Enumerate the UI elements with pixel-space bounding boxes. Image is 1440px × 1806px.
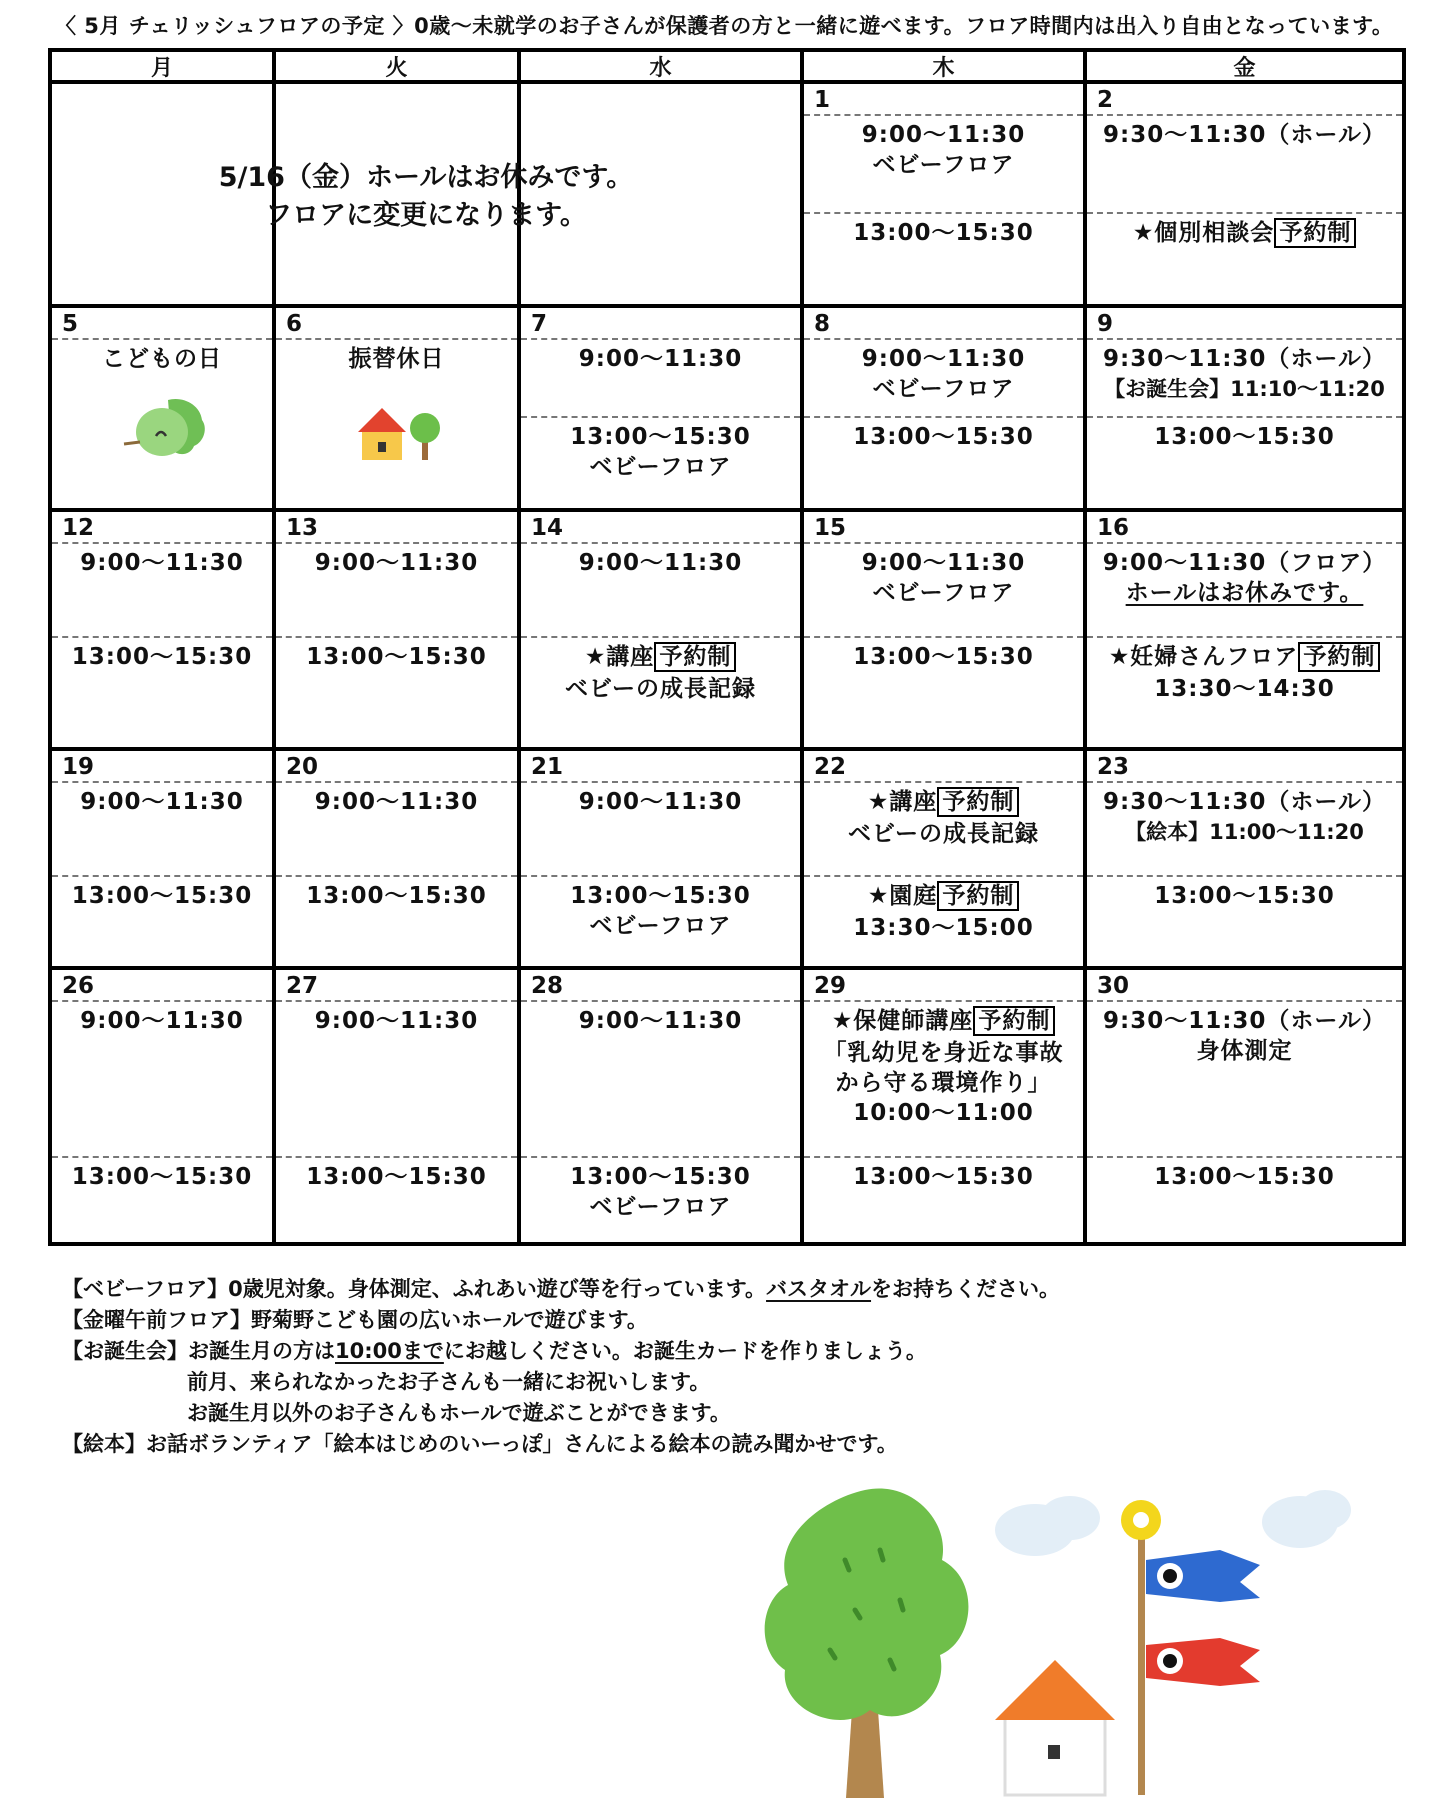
day-cell-7 (521, 308, 800, 508)
day-number: 29 (814, 973, 847, 999)
pm-note: ベビーフロア (589, 1194, 732, 1220)
closed-notice-line1: 5/16（金）ホールはお休みです。 (218, 162, 634, 193)
pm-time: 13:00～15:30 (306, 883, 487, 909)
am-time: 9:30～11:30（ホール） (1103, 122, 1386, 148)
am-time: 9:00～11:30 (80, 550, 244, 576)
am-event: 【絵本】11:00～11:20 (1125, 820, 1364, 844)
pm-time: 13:00～15:30 (570, 424, 751, 450)
day-cell-22 (804, 751, 1083, 966)
day-number: 21 (531, 754, 564, 780)
am-time: 9:00～11:30 (861, 346, 1026, 372)
am-note: ベビーフロア (872, 376, 1015, 402)
day-cell-20 (276, 751, 517, 966)
pm-time: 13:00～15:30 (853, 424, 1034, 450)
closed-notice-line2: フロアに変更になります。 (265, 200, 587, 231)
am-note: ベビーの成長記録 (847, 821, 1040, 847)
cloud-icon (995, 1496, 1100, 1556)
day-number: 14 (531, 515, 564, 541)
note-birthday-3: お誕生月以外のお子さんもホールで遊ぶことができます。 (187, 1401, 731, 1425)
holiday-label: 振替休日 (348, 346, 445, 372)
pm-time: 13:00～15:30 (853, 220, 1034, 246)
pm-time: 13:00～15:30 (306, 1164, 487, 1190)
am-event: ★保健師講座 予約制 (804, 1006, 1083, 1036)
day-number: 1 (814, 87, 831, 113)
closed-notice-cell (52, 84, 800, 304)
am-time: 9:00～11:30 (578, 1008, 743, 1034)
day-number: 7 (531, 311, 548, 337)
reservation-badge: 予約制 (973, 1006, 1055, 1036)
day-cell-1 (804, 84, 1083, 304)
tree-illustration (765, 1488, 969, 1798)
pm-time: 13:00～15:30 (570, 1164, 751, 1190)
notes-section (62, 1274, 1060, 1460)
am-time: 9:00～11:30 (861, 122, 1026, 148)
am-note: ベビーフロア (872, 152, 1015, 178)
reservation-badge: 予約制 (654, 642, 736, 672)
pm-note: ベビーの成長記録 (564, 676, 757, 702)
pm-note: ベビーフロア (589, 454, 732, 480)
pm-note: ベビーフロア (589, 913, 732, 939)
am-time: 9:00～11:30 (314, 1008, 479, 1034)
day-number: 23 (1097, 754, 1130, 780)
weekday-tue: 火 (385, 55, 408, 80)
day-cell-9 (1087, 308, 1402, 508)
weekday-fri: 金 (1233, 55, 1256, 80)
koinobori-illustration (1121, 1500, 1260, 1795)
day-number: 2 (1097, 87, 1114, 113)
cloud-icon (1262, 1490, 1351, 1548)
am-time: 9:30～11:30（ホール） (1103, 789, 1386, 815)
pm-time: 13:00～15:30 (306, 644, 487, 670)
am-time: 9:00～11:30 (80, 1008, 244, 1034)
day-cell-28 (521, 970, 800, 1242)
day-number: 5 (62, 311, 79, 337)
day-number: 27 (286, 973, 319, 999)
day-number: 26 (62, 973, 95, 999)
pm-time: 13:00～15:30 (71, 1164, 253, 1190)
day-cell-29 (804, 970, 1083, 1242)
am-note-2: から守る環境作り」 (835, 1070, 1052, 1096)
am-event: 【お誕生会】11:10～11:20 (1104, 377, 1385, 401)
day-cell-2 (1087, 84, 1402, 304)
day-cell-6 (276, 308, 517, 508)
pm-time: 13:00～15:30 (853, 644, 1034, 670)
am-time: 9:30～11:30（ホール） (1103, 346, 1386, 372)
day-number: 19 (62, 754, 95, 780)
pm-time: 13:00～15:30 (853, 1164, 1034, 1190)
day-cell-21 (521, 751, 800, 966)
note-friday-floor: 【金曜午前フロア】野菊野こども園の広いホールで遊びます。 (62, 1308, 648, 1332)
pm-event: ★講座 予約制 (521, 642, 800, 672)
pm-time: 13:30～15:00 (853, 915, 1034, 941)
reservation-badge: 予約制 (937, 787, 1019, 817)
am-time: 9:00～11:30 (578, 789, 743, 815)
pm-time: 13:00～15:30 (1154, 883, 1335, 909)
day-cell-19 (52, 751, 272, 966)
day-cell-23 (1087, 751, 1402, 966)
koinobori-scene-illustration (760, 1470, 1360, 1800)
kashiwamochi-icon (120, 394, 210, 464)
pm-time: 13:00～15:30 (570, 883, 751, 909)
pm-time: 13:30～14:30 (1154, 676, 1335, 702)
day-cell-13 (276, 512, 517, 747)
am-note: 身体測定 (1196, 1038, 1293, 1064)
note-baby-floor: 【ベビーフロア】0歳児対象。身体測定、ふれあい遊び等を行っています。バスタオルをお持ちください。 (62, 1277, 1061, 1301)
day-cell-14 (521, 512, 800, 747)
weekday-thu: 木 (932, 55, 955, 80)
day-number: 12 (62, 515, 95, 541)
pm-event: ★園庭 予約制 (804, 881, 1083, 911)
day-cell-5 (52, 308, 272, 508)
day-number: 6 (286, 311, 303, 337)
reservation-badge: 予約制 (1298, 642, 1380, 672)
pm-time: 13:00～15:30 (1154, 424, 1335, 450)
day-cell-26 (52, 970, 272, 1242)
note-birthday: 【お誕生会】お誕生月の方は10:00までにお越しください。お誕生カードを作りましょう。 (62, 1339, 927, 1363)
am-time: 9:00～11:30 (578, 346, 743, 372)
house-tree-icon (356, 404, 446, 464)
pm-event: ★妊婦さんフロア 予約制 (1087, 642, 1402, 672)
reservation-badge: 予約制 (1274, 218, 1356, 248)
note-birthday-2: 前月、来られなかったお子さんも一緒にお祝いします。 (187, 1370, 711, 1394)
hall-closed-note: ホールはお休みです。 (1125, 580, 1364, 606)
pm-time: 13:00～15:30 (1154, 1164, 1335, 1190)
am-time: 9:00～11:30 (80, 789, 244, 815)
day-number: 13 (286, 515, 319, 541)
day-cell-12 (52, 512, 272, 747)
header-subtitle: 0歳～未就学のお子さんが保護者の方と一緒に遊べます。フロア時間内は出入り自由となっています。 (414, 14, 1394, 38)
holiday-label: こどもの日 (102, 346, 222, 372)
day-number: 20 (286, 754, 319, 780)
day-cell-30 (1087, 970, 1402, 1242)
weekday-mon: 月 (150, 55, 173, 80)
note-ehon: 【絵本】お話ボランティア「絵本はじめのいーっぽ」さんによる絵本の読み聞かせです。 (62, 1432, 898, 1456)
day-cell-27 (276, 970, 517, 1242)
am-time: 10:00～11:00 (853, 1100, 1034, 1126)
house-illustration (995, 1660, 1115, 1795)
day-number: 30 (1097, 973, 1130, 999)
am-note: 「乳幼児を身近な事故 (823, 1040, 1064, 1066)
day-number: 22 (814, 754, 847, 780)
day-cell-8 (804, 308, 1083, 508)
header (55, 10, 1415, 40)
closed-notice (52, 159, 800, 235)
day-cell-16 (1087, 512, 1402, 747)
day-number: 15 (814, 515, 847, 541)
pm-event: ★個別相談会 予約制 (1087, 218, 1402, 248)
day-number: 16 (1097, 515, 1130, 541)
pm-time: 13:00～15:30 (71, 883, 253, 909)
am-time: 9:30～11:30（ホール） (1103, 1008, 1386, 1034)
reservation-badge: 予約制 (937, 881, 1019, 911)
day-cell-15 (804, 512, 1083, 747)
calendar-table (48, 48, 1406, 1246)
am-time: 9:00～11:30 (578, 550, 743, 576)
am-event: ★講座 予約制 (804, 787, 1083, 817)
day-number: 9 (1097, 311, 1114, 337)
header-title: 〈 5月 チェリッシュフロアの予定 〉 (55, 14, 415, 38)
pm-time: 13:00～15:30 (71, 644, 253, 670)
day-number: 28 (531, 973, 564, 999)
weekday-wed: 水 (649, 55, 672, 80)
am-time: 9:00～11:30 (314, 789, 479, 815)
day-number: 8 (814, 311, 831, 337)
am-time: 9:00～11:30（フロア） (1102, 550, 1387, 576)
am-time: 9:00～11:30 (314, 550, 479, 576)
am-time: 9:00～11:30 (861, 550, 1026, 576)
am-note: ベビーフロア (872, 580, 1015, 606)
